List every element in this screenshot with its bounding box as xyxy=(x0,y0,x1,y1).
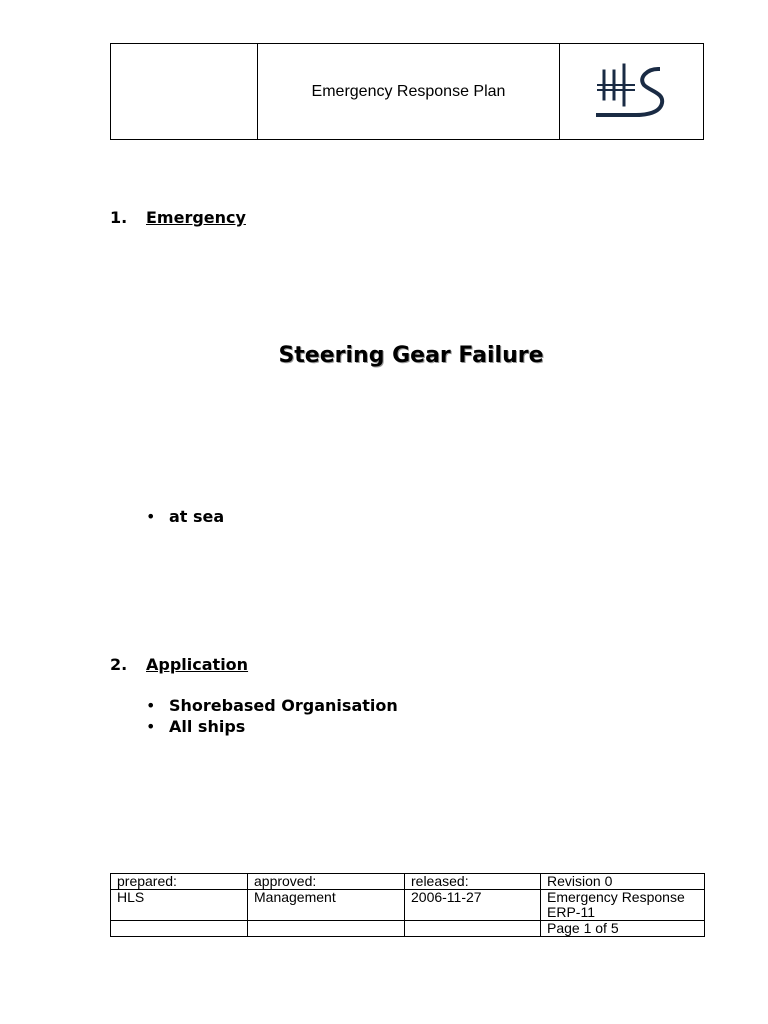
doc-code: ERP-11 xyxy=(547,904,595,920)
doc-title-code xyxy=(541,890,705,921)
document-footer-table xyxy=(110,873,705,937)
section-number: 1. xyxy=(110,208,128,227)
section-heading-application xyxy=(110,655,248,674)
table-row xyxy=(111,890,705,921)
emergency-name: Steering Gear Failure xyxy=(278,343,544,368)
header-empty-cell xyxy=(111,44,258,139)
list-item: • Shorebased Organisation xyxy=(146,695,398,716)
empty-cell xyxy=(111,921,248,937)
section-number: 2. xyxy=(110,655,128,674)
table-row xyxy=(111,874,705,890)
section-heading-emergency xyxy=(110,208,246,227)
released-date: 2006-11-27 xyxy=(405,890,541,921)
list-item: • at sea xyxy=(146,506,224,527)
application-bullets xyxy=(146,695,398,737)
empty-cell xyxy=(248,921,405,937)
prepared-label: prepared: xyxy=(111,874,248,890)
doc-title: Emergency Response xyxy=(547,889,685,905)
emergency-bullets xyxy=(146,506,224,527)
document-title: Emergency Response Plan xyxy=(258,44,560,139)
hls-logo xyxy=(560,44,703,139)
approved-by: Management xyxy=(248,890,405,921)
released-label: released: xyxy=(405,874,541,890)
prepared-by: HLS xyxy=(111,890,248,921)
document-header xyxy=(110,43,704,140)
section-title: Application xyxy=(146,655,249,674)
list-item: • All ships xyxy=(146,716,398,737)
hls-logo-icon xyxy=(592,61,672,123)
revision: Revision 0 xyxy=(541,874,705,890)
section-title: Emergency xyxy=(146,208,246,227)
table-row xyxy=(111,921,705,937)
approved-label: approved: xyxy=(248,874,405,890)
empty-cell xyxy=(405,921,541,937)
page-number: Page 1 of 5 xyxy=(541,921,705,937)
